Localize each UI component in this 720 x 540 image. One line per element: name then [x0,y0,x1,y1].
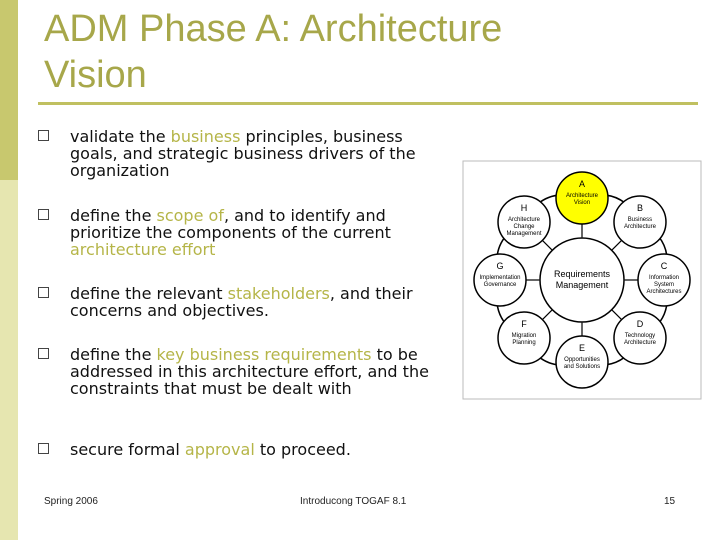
phase-a [556,172,608,224]
phase-label: and Solutions [563,364,601,370]
phase-e [556,336,608,388]
phase-b [614,196,666,248]
phase-label: Management [506,231,542,238]
bullet-text: define the [70,206,157,225]
adm-cycle-diagram [462,160,702,400]
phase-label: Architecture [508,217,541,224]
phase-label: Opportunities [564,357,600,363]
slide-title-line1: ADM Phase A: Architecture [44,8,503,50]
phase-letter: D [636,318,644,329]
title-underline [38,102,698,105]
phase-letter: F [521,318,527,329]
bullet-highlight: key business requirements [156,345,372,364]
phase-letter: C [660,261,668,271]
bullet-text: , and to identify and prioritize the components of the current [70,206,391,242]
bullet-square-icon [38,287,49,298]
phase-label: Governance [483,282,517,288]
footer-title: Introducong TOGAF 8.1 [300,496,407,507]
bullet-text: secure formal [70,440,185,459]
bullet-text: define the [70,345,157,364]
bullet-highlight: business [170,127,241,146]
left-accent-bar-top [0,0,18,180]
phase-label: Change [513,224,535,231]
phase-g [474,254,526,306]
slide-title [44,6,604,98]
phase-letter: B [636,203,643,214]
bullet-square-icon [38,348,49,359]
bullet-square-icon [38,443,49,454]
phase-letter: G [496,261,504,271]
bullet-text: to be addressed in this architecture effort, and the constraints that must be dealt with [70,345,429,398]
phase-c [638,254,690,306]
bullet-text: to proceed. [254,440,351,459]
phase-letter: A [578,179,586,189]
phase-label: Vision [573,200,591,206]
phase-f [498,312,550,364]
phase-label: Architecture [623,339,656,346]
phase-label: Technology [624,332,656,339]
bullet-highlight: scope of [156,206,224,225]
phase-letter: E [578,343,586,353]
bullet-highlight: stakeholders [227,284,330,303]
bullet-highlight: architecture effort [70,240,216,259]
bullet-text: principles, business goals, and strategic business drivers of the organization [70,127,416,180]
phase-label: Architecture [623,224,656,231]
left-accent-bar-bottom [0,180,18,540]
footer-date: Spring 2006 [44,496,98,507]
phase-label: Implementation [479,275,521,281]
bullet-text: validate the [70,127,171,146]
requirements-management-circle [540,238,624,322]
center-label: Requirements [553,269,611,279]
bullet-text: , and their concerns and objectives. [70,284,413,320]
phase-label: Architectures [646,289,682,295]
bullet-highlight: approval [184,440,255,459]
phase-d [614,312,666,364]
bullet-square-icon [38,209,49,220]
footer-page-number: 15 [664,496,676,507]
phase-label: System [653,282,675,288]
slide-title-line2: Vision [44,54,147,96]
phase-label: Business [627,217,653,224]
phase-label: Architecture [565,193,599,199]
bullet-text: define the relevant [70,284,228,303]
phase-h [498,196,550,248]
center-label: Management [555,280,609,290]
phase-label: Planning [512,339,536,346]
bullet-square-icon [38,130,49,141]
phase-letter: H [520,203,528,214]
phase-label: Migration [511,332,537,339]
phase-label: Information [648,275,680,281]
